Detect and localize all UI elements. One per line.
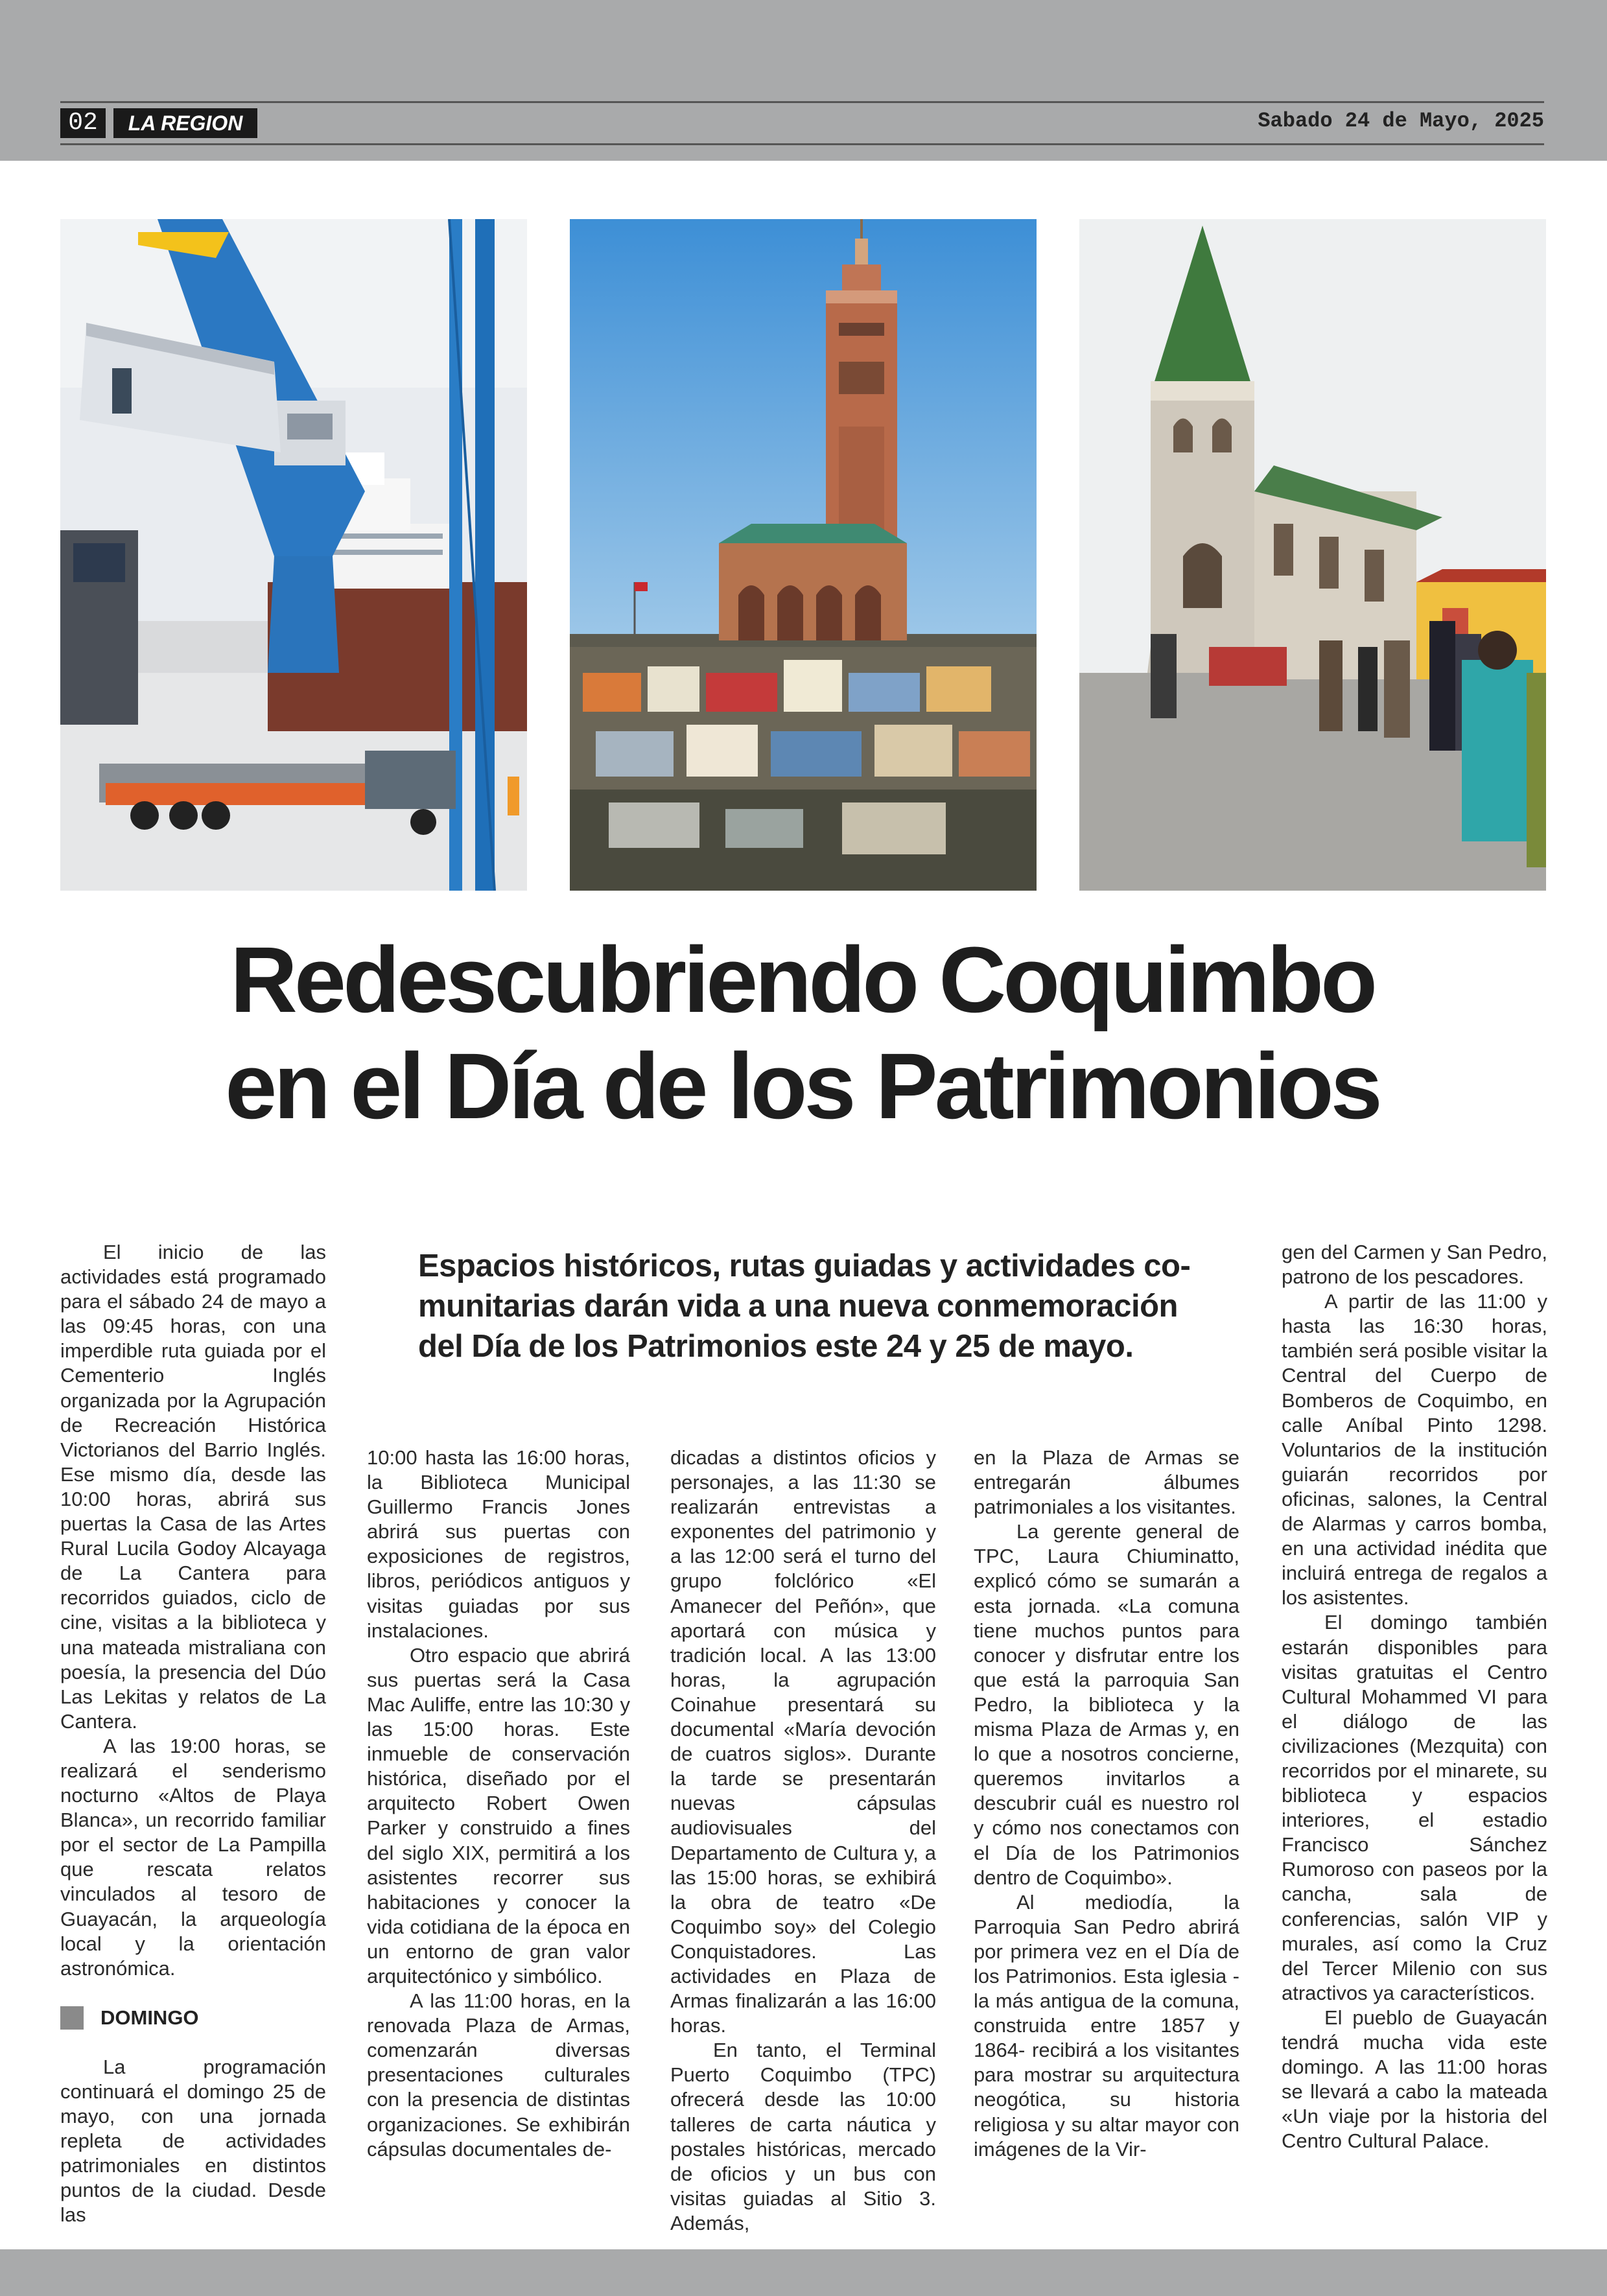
subhead-label: DOMINGO — [100, 2006, 199, 2029]
paragraph: La programación continuará el domingo 25 de mayo, con una jornada repleta de actividades patrimoniales en distintos puntos de la ciudad. Desde las — [60, 2055, 326, 2227]
mosque-minaret-illustration — [570, 219, 1037, 891]
article-deck: Espacios históricos, rutas guiadas y actividades co-munitarias darán vida a una nueva conmemoración del Día de los Patrimonios este 24 y 25 de mayo. — [418, 1248, 1191, 1364]
headline-line-2: en el Día de los Patrimonios — [225, 1034, 1379, 1138]
port-crane-ship-photo — [60, 219, 527, 891]
square-bullet-icon — [60, 2006, 84, 2030]
article-column-2 — [367, 1446, 630, 2162]
paragraph: en la Plaza de Armas se entregarán álbumes patrimoniales a los visitantes. — [974, 1446, 1239, 1519]
headline-line-1: Redescubriendo Coquimbo — [229, 928, 1375, 1032]
article-headline — [60, 927, 1544, 1140]
paragraph: A las 19:00 horas, se realizará el senderismo nocturno «Altos de Playa Blanca», un recorrido familiar por el sector de La Pampilla que rescata relatos vinculados al tesoro de Guayacán, la arqueología local y la orientación astronómica. — [60, 1734, 326, 1980]
paragraph: El pueblo de Guayacán tendrá mucha vida este domingo. A las 11:00 horas se llevará a cabo la mateada «Un viaje por la historia del Centro Cultural Palace. — [1282, 2006, 1547, 2153]
paragraph: En tanto, el Terminal Puerto Coquimbo (TPC) ofrecerá desde las 10:00 talleres de carta náutica y postales históricas, mercado de oficios y un bus con visitas guiadas al Sitio 3. Además, — [670, 2039, 936, 2234]
header-rule-bottom — [60, 143, 1544, 145]
paragraph: A las 11:00 horas, en la renovada Plaza de Armas, comenzarán diversas presentaciones culturales con la presencia de distintas organizaciones. Se exhibirán cápsulas documentales de- — [367, 1989, 630, 2161]
mosque-minaret-photo — [570, 219, 1037, 891]
paragraph: gen del Carmen y San Pedro, patrono de los pescadores. — [1282, 1241, 1547, 1289]
paragraph: 10:00 hasta las 16:00 horas, la Biblioteca Municipal Guillermo Francis Jones abrirá sus puertas con exposiciones de registros, libros, periódicos antiguos y visitas guiadas por sus instalaciones. — [367, 1446, 630, 1642]
paragraph: Al mediodía, la Parroquia San Pedro abrirá por primera vez en el Día de los Patrimonios. Esta iglesia - la más antigua de la comuna, construida entre 1857 y 1864- recibirá a los visitantes para mostrar su arquitectura neogótica, su historia religiosa y su altar mayor con imágenes de la Vir- — [974, 1890, 1239, 2161]
header-rule-top — [60, 101, 1544, 103]
section-subhead — [60, 2006, 326, 2030]
article-column-4 — [974, 1446, 1239, 2162]
article-column-1 — [60, 1240, 326, 2228]
port-crane-ship-illustration — [60, 219, 527, 891]
issue-date: Sabado 24 de Mayo, 2025 — [1258, 109, 1544, 133]
article-column-5 — [1282, 1240, 1547, 2153]
paragraph: La gerente general de TPC, Laura Chiuminatto, explicó cómo se sumarán a esta jornada. «La comuna tiene muchos puntos para conocer y disfrutar entre los que está la parroquia San Pedro, la biblioteca y la misma Plaza de Armas y, en lo que a nosotros concierne, queremos invitarlos a descubrir cuál es nuestro rol y cómo nos conectamos con el Día de los Patrimonios dentro de Coquimbo». — [974, 1520, 1239, 1889]
paragraph: El inicio de las actividades está programado para el sábado 24 de mayo a las 09:45 horas, con una imperdible ruta guiada por el Cementerio Inglés organizada por la Agrupación de Recreación Histórica Victorianos del Barrio Inglés. Ese mismo día, desde las 10:00 horas, abrirá sus puertas la Casa de las Artes Rural Lucila Godoy Alcayaga de La Cantera para recorridos guiados, ciclo de cine, visitas a la biblioteca y una mateada mistraliana con poesía, la presencia del Dúo Las Lekitas y relatos de La Cantera. — [60, 1241, 326, 1733]
article-column-3 — [670, 1446, 936, 2236]
paragraph: dicadas a distintos oficios y personajes, a las 11:30 se realizarán entrevistas a exponentes del patrimonio y a las 12:00 será el turno del grupo folclórico «El Amanecer del Peñón», que aportará con música y tradición local. A las 13:00 horas, la agrupación Coinahue presentará su documental «María devoción de cuatros siglos». Durante la tarde se presentarán nuevas cápsulas audiovisuales del Departamento de Cultura y, a las 15:00 horas, se exhibirá la obra de teatro «De Coquimbo soy» del Colegio Conquistadores. Las actividades en Plaza de Armas finalizarán a las 16:00 horas. — [670, 1446, 936, 2037]
publication-logo: LA REGION — [113, 108, 257, 138]
paragraph: A partir de las 11:00 y hasta las 16:30 horas, también será posible visitar la Central del Cuerpo de Bomberos de Coquimbo, en calle Aníbal Pinto 1298. Voluntarios de la institución guiarán recorridos por oficinas, salones, la Central de Alarmas y carros bomba, en una actividad inédita que incluirá entrega de regalos a los asistentes. — [1282, 1290, 1547, 1610]
church-plaza-photo — [1079, 219, 1546, 891]
bottom-band — [0, 2249, 1607, 2296]
page-number: 02 — [60, 108, 106, 138]
church-plaza-illustration — [1079, 219, 1546, 891]
paragraph: El domingo también estarán disponibles para visitas gratuitas el Centro Cultural Mohammed VI para el diálogo de las civilizaciones (Mezquita) con recorridos por el minarete, su biblioteca y espacios interiores, el estadio Francisco Sánchez Rumoroso con paseos por la cancha, sala de conferencias, salón VIP y murales, así como la Cruz del Tercer Milenio con sus atractivos ya característicos. — [1282, 1611, 1547, 2004]
paragraph: Otro espacio que abrirá sus puertas será la Casa Mac Auliffe, entre las 10:30 y las 15:00 horas. Este inmueble de conservación histórica, diseñado por el arquitecto Robert Owen Parker y construido a fines del siglo XIX, permitirá a los asistentes recorrer sus habitaciones y conocer la vida cotidiana de la época en un entorno de gran valor arquitectónico y simbólico. — [367, 1643, 630, 1987]
